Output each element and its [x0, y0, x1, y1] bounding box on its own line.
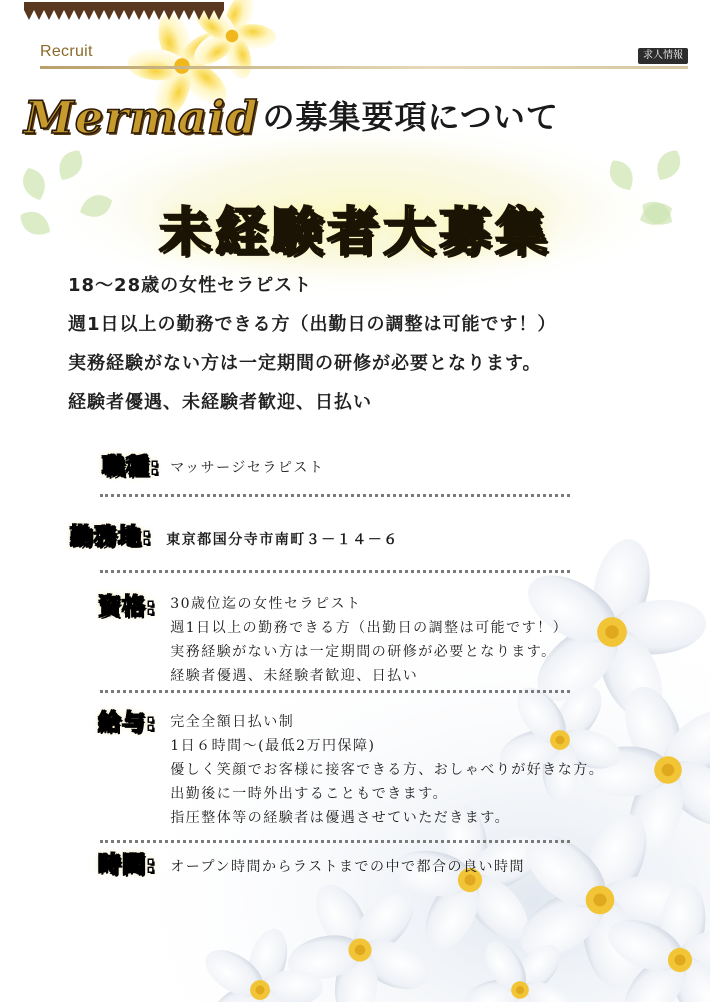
salary-label: 給与:	[98, 710, 157, 736]
dotted-divider	[100, 570, 570, 573]
brand-logo-text: Mermaid	[24, 91, 259, 144]
hours-label: 時間:	[98, 852, 157, 878]
dotted-divider	[100, 690, 570, 693]
location-line: 東京都国分寺市南町３－１４－６	[166, 532, 399, 548]
location-text	[166, 528, 399, 552]
salary-line: 完全全額日払い制	[170, 714, 295, 730]
qualifications-label: 資格:	[98, 594, 157, 620]
intro-list	[68, 272, 557, 428]
qualifications-line: 週1日以上の勤務できる方（出勤日の調整は可能です！）	[170, 620, 569, 636]
qualifications-line: 実務経験がない方は一定期間の研修が必要となります。	[170, 644, 557, 660]
salary-line: 指圧整体等の経験者は優遇させていただきます。	[170, 810, 511, 826]
qualifications-text	[170, 592, 568, 688]
section-qualifications	[98, 592, 568, 688]
job-type-line: マッサージセラピスト	[170, 460, 325, 476]
job-type-text	[170, 456, 324, 480]
section-salary	[98, 708, 604, 830]
intro-line: 実務経験がない方は一定期間の研修が必要となります。	[68, 353, 542, 374]
page-title	[24, 84, 559, 144]
section-hours	[98, 850, 525, 880]
zigzag-ribbon	[24, 2, 224, 24]
qualifications-line: 30歳位迄の女性セラピスト	[170, 596, 362, 612]
qualifications-line: 経験者優遇、未経験者歓迎、日払い	[170, 668, 419, 684]
section-job-type	[102, 452, 324, 482]
dotted-divider	[100, 840, 570, 843]
dotted-divider	[100, 494, 570, 497]
section-location	[70, 522, 399, 552]
recruit-label: Recruit	[40, 43, 93, 60]
hours-line: オープン時間からラストまでの中で都合の良い時間	[170, 859, 526, 875]
intro-line: 経験者優遇、未経験者歓迎、日払い	[68, 392, 372, 413]
salary-line: 優しく笑顔でお客様に接客できる方、おしゃべりが好きな方。	[170, 762, 605, 778]
intro-line: 18～28歳の女性セラピスト	[68, 275, 313, 296]
intro-line: 週1日以上の勤務できる方（出勤日の調整は可能です！）	[68, 314, 557, 335]
recruit-info-badge: 求人情報	[638, 48, 688, 64]
header-divider	[40, 66, 688, 69]
location-label: 勤務地:	[70, 524, 153, 550]
salary-line: 1日６時間～(最低2万円保障)	[170, 738, 376, 754]
main-banner: 未経験者大募集	[158, 203, 551, 263]
salary-text	[170, 710, 604, 830]
hours-text	[170, 855, 525, 879]
job-type-label: 職種:	[102, 454, 161, 480]
salary-line: 出勤後に一時外出することもできます。	[170, 786, 449, 802]
title-text: の募集要項について	[262, 98, 559, 136]
